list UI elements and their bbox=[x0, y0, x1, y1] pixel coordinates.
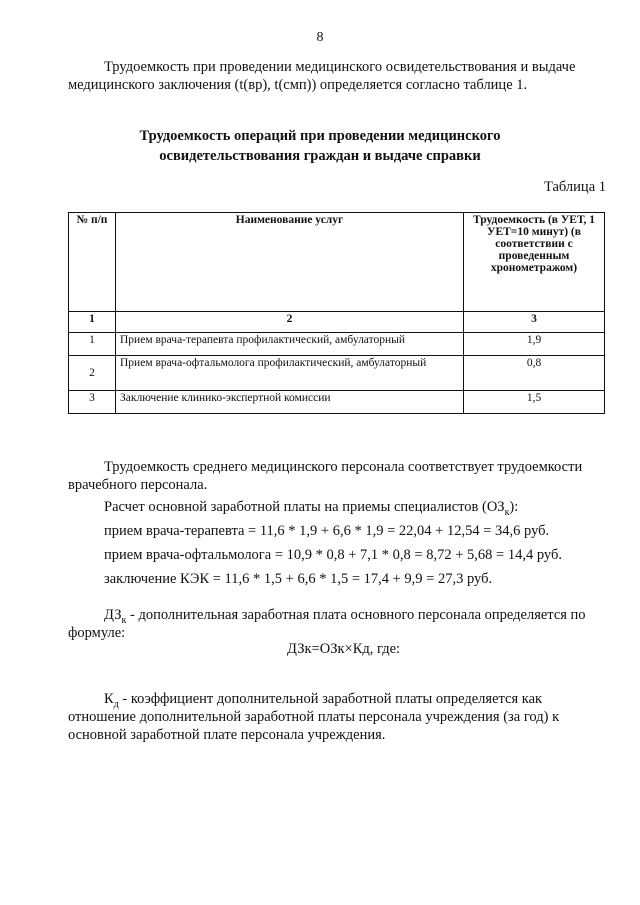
header-num: № п/п bbox=[69, 213, 116, 312]
dz-text: - дополнительная заработная плата основного персонала определяется по bbox=[126, 607, 586, 623]
kd-symbol-sub: д bbox=[113, 698, 119, 710]
calc-line-1: прием врача-терапевта = 11,6 * 1,9 + 6,6 * 1,9 = 22,04 + 12,54 = 34,6 руб. bbox=[104, 523, 550, 539]
intro-line-2: медицинского заключения (t(вр), t(смп)) определяется согласно таблице 1. bbox=[68, 77, 528, 93]
table-label: Таблица 1 bbox=[543, 179, 606, 195]
calc-title bbox=[104, 498, 624, 522]
dz-line-2: формуле: bbox=[68, 625, 126, 641]
table-row bbox=[69, 391, 605, 414]
calc-line-3: заключение КЭК = 11,6 * 1,5 + 6,6 * 1,5 = 17,4 + 9,9 = 27,3 руб. bbox=[104, 571, 493, 587]
table-row bbox=[69, 333, 605, 356]
table-header-row bbox=[69, 213, 605, 312]
kd-line-3: основной заработной плате персонала учреждения. bbox=[68, 727, 386, 743]
kd-text: - коэффициент дополнительной заработной платы определяется как bbox=[118, 691, 543, 707]
row-num: 2 bbox=[69, 356, 116, 391]
numbering-cell: 2 bbox=[116, 312, 464, 333]
calc-line-2: прием врача-офтальмолога = 10,9 * 0,8 + 7,1 * 0,8 = 8,72 + 5,68 = 14,4 руб. bbox=[104, 547, 562, 563]
row-service: Прием врача-терапевта профилактический, амбулаторный bbox=[116, 333, 464, 356]
row-value: 0,8 bbox=[464, 356, 605, 391]
dz-symbol: ДЗ bbox=[104, 607, 122, 623]
table-title-line-2: освидетельствования граждан и выдаче справки bbox=[159, 148, 481, 164]
dz-symbol-sub: к bbox=[121, 614, 127, 626]
intro-line-1: Трудоемкость при проведении медицинского освидетельствования и выдаче bbox=[104, 59, 576, 75]
calc-title-end: ): bbox=[509, 499, 519, 515]
row-value: 1,9 bbox=[464, 333, 605, 356]
numbering-cell: 3 bbox=[464, 312, 605, 333]
table-title-line-1: Трудоемкость операций при проведении медицинского bbox=[139, 128, 501, 144]
row-value: 1,5 bbox=[464, 391, 605, 414]
table-numbering-row bbox=[69, 312, 605, 333]
calc-title-text: Расчет основной заработной платы на приемы специалистов (ОЗ bbox=[104, 499, 505, 515]
numbering-cell: 1 bbox=[69, 312, 116, 333]
header-service: Наименование услуг bbox=[116, 213, 464, 312]
row-num: 1 bbox=[69, 333, 116, 356]
row-service: Прием врача-офтальмолога профилактический, амбулаторный bbox=[116, 356, 464, 391]
kd-line-2: отношение дополнительной заработной платы персонала учреждения (за год) к bbox=[68, 709, 560, 725]
kd-symbol: К bbox=[104, 691, 114, 707]
row-num: 3 bbox=[69, 391, 116, 414]
row-service: Заключение клинико-экспертной комиссии bbox=[116, 391, 464, 414]
para1-line-1: Трудоемкость среднего медицинского персонала соответствует трудоемкости bbox=[104, 459, 583, 475]
calc-title-sub: к bbox=[504, 506, 510, 518]
page-number: 8 bbox=[316, 30, 324, 45]
services-table bbox=[68, 212, 605, 414]
table-title bbox=[100, 126, 540, 166]
header-labor: Трудоемкость (в УЕТ, 1 УЕТ=10 минут) (в соответствии с проведенным хронометражом) bbox=[464, 213, 605, 312]
dz-formula: ДЗк=ОЗк×Кд, где: bbox=[287, 641, 401, 657]
table-row bbox=[69, 356, 605, 391]
para1-line-2: врачебного персонала. bbox=[68, 477, 208, 493]
